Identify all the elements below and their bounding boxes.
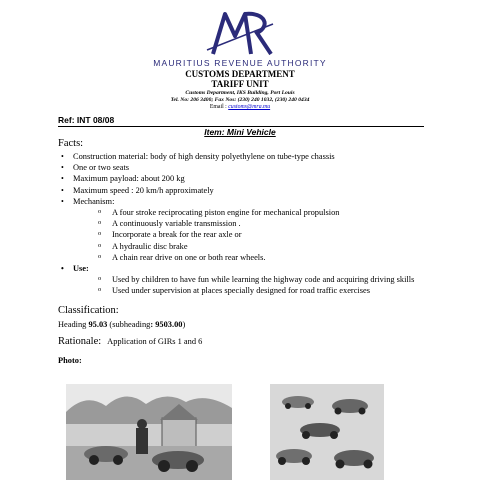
use-item: o Used under supervision at places specially designed for road traffic exercises [58, 285, 428, 296]
heading-word: Heading [58, 320, 87, 329]
mechanism-item: o A chain rear drive on one or both rear wheels. [58, 252, 428, 263]
use-label: • Use: [58, 263, 428, 274]
facts-heading: Facts: [58, 138, 84, 149]
mechanism-item: o Incorporate a break for the rear axle or [58, 229, 428, 240]
mra-logo [205, 6, 275, 58]
phone-line: Tel. No: 206 3400; Fax Nos: (230) 240 1032, (230) 240 0434 [170, 97, 310, 103]
address-line: Customs Department, IKS Building, Port Louis [185, 90, 295, 96]
mechanism-list [58, 207, 428, 263]
fact-item: • Construction material: body of high density polyethylene on tube-type chassis [58, 151, 428, 162]
subheading-prefix: (subheading [109, 320, 151, 329]
classification-heading: Classification: [58, 305, 119, 316]
use-item: o Used by children to have fun while learning the highway code and acquiring driving skills [58, 274, 428, 285]
heading-number: 95.03 [88, 320, 108, 329]
reference-number: Ref: INT 08/08 [58, 115, 115, 125]
rationale-heading: Rationale: [58, 336, 102, 347]
email-label: Email : [209, 104, 227, 110]
photo-label: Photo: [58, 356, 82, 365]
subheading-suffix: ) [182, 320, 186, 329]
fact-item: • One or two seats [58, 162, 428, 173]
rationale-text: Application of GIRs 1 and 6 [107, 337, 203, 346]
use-list [58, 274, 428, 296]
mechanism-item: o A hydraulic disc brake [58, 241, 428, 252]
fact-item: • Mechanism: [58, 196, 428, 207]
mechanism-item: o A four stroke reciprocating piston engine for mechanical propulsion [58, 207, 428, 218]
email-link[interactable]: customs@mra.mu [228, 104, 271, 110]
mini-vehicle-photo-1 [66, 384, 232, 480]
org-name: MAURITIUS REVENUE AUTHORITY [153, 58, 327, 68]
rationale [58, 336, 202, 347]
email-line [0, 104, 480, 110]
item-title: Item: Mini Vehicle [204, 127, 276, 137]
subheading-number: : 9503.00 [150, 320, 183, 329]
classification-line [58, 320, 185, 329]
facts-list [58, 151, 428, 297]
mechanism-item: o A continuously variable transmission . [58, 218, 428, 229]
fact-item: • Maximum speed : 20 km/h approximately [58, 185, 428, 196]
fact-item: • Maximum payload: about 200 kg [58, 173, 428, 184]
mini-vehicle-photo-2 [270, 384, 384, 480]
department-name: CUSTOMS DEPARTMENT [185, 69, 295, 79]
unit-name: TARIFF UNIT [211, 79, 269, 89]
